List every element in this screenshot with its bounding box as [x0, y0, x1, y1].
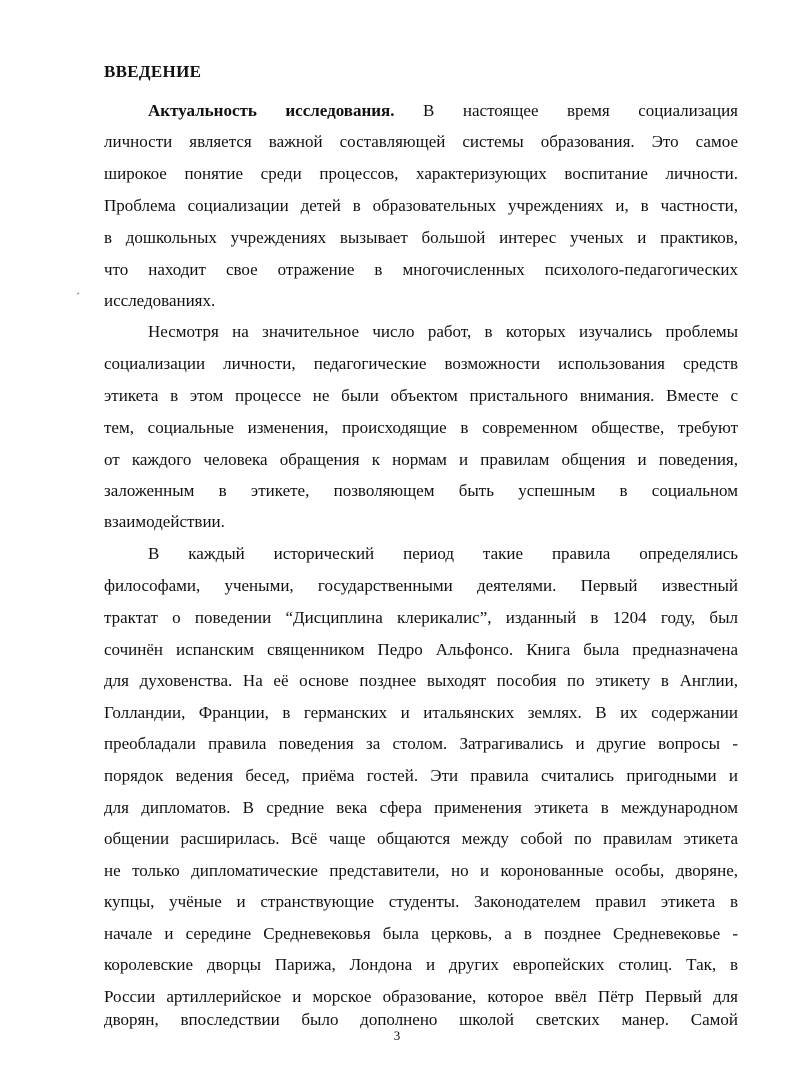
paragraph-1-line-5: в дошкольных учреждениях вызывает большой интерес ученых и практиков,: [104, 228, 738, 247]
margin-mark: ˊ: [76, 290, 80, 304]
paragraph-1-line-1: Актуальность исследования. В настоящее время социализация: [148, 101, 738, 120]
paragraph-2-line-3: этикета в этом процессе не были объектом пристального внимания. Вместе с: [104, 386, 738, 405]
paragraph-3-line-1: В каждый исторический период такие правила определялись: [148, 544, 738, 563]
paragraph-3-line-14: королевские дворцы Парижа, Лондона и других европейских столиц. Так, в: [104, 955, 738, 974]
paragraph-3-line-12: купцы, учёные и странствующие студенты. Законодателем правил этикета в: [104, 892, 738, 911]
paragraph-3-line-3: трактат о поведении “Дисциплина клерикалис”, изданный в 1204 году, был: [104, 608, 738, 627]
paragraph-3-line-8: порядок ведения бесед, приёма гостей. Эти правила считались пригодными и: [104, 766, 738, 785]
paragraph-2-line-7: взаимодействии.: [104, 512, 225, 531]
paragraph-2-line-1: Несмотря на значительное число работ, в которых изучались проблемы: [148, 322, 738, 341]
section-heading: ВВЕДЕНИЕ: [104, 62, 202, 81]
paragraph-3-line-7: преобладали правила поведения за столом. Затрагивались и другие вопросы -: [104, 734, 738, 753]
paragraph-3-line-6: Голландии, Франции, в германских и итальянских землях. В их содержании: [104, 703, 738, 722]
paragraph-3-line-9: для дипломатов. В средние века сфера применения этикета в международном: [104, 798, 738, 817]
paragraph-2-line-5: от каждого человека обращения к нормам и правилам общения и поведения,: [104, 450, 738, 469]
paragraph-3-line-15: России артиллерийское и морское образование, которое ввёл Пётр Первый для: [104, 987, 738, 1006]
paragraph-1-line-7: исследованиях.: [104, 291, 216, 310]
paragraph-1-line-2: личности является важной составляющей системы образования. Это самое: [104, 132, 738, 151]
paragraph-3-line-16: дворян, впоследствии было дополнено школой светских манер. Самой: [104, 1010, 738, 1029]
lead-bold-text: Актуальность исследования.: [148, 101, 395, 120]
paragraph-3-line-4: сочинён испанским священником Педро Альфонсо. Книга была предназначена: [104, 640, 738, 659]
page-number: 3: [393, 1028, 401, 1043]
paragraph-2-line-4: тем, социальные изменения, происходящие в современном обществе, требуют: [104, 418, 738, 437]
paragraph-3-line-11: не только дипломатические представители, но и коронованные особы, дворяне,: [104, 861, 738, 880]
paragraph-1-line-6: что находит свое отражение в многочисленных психолого-педагогических: [104, 260, 738, 279]
paragraph-3-line-2: философами, учеными, государственными деятелями. Первый известный: [104, 576, 738, 595]
paragraph-3-line-5: для духовенства. На её основе позднее выходят пособия по этикету в Англии,: [104, 671, 738, 690]
paragraph-1-line-3: широкое понятие среди процессов, характеризующих воспитание личности.: [104, 164, 738, 183]
paragraph-3-line-10: общении расширилась. Всё чаще общаются между собой по правилам этикета: [104, 829, 738, 848]
paragraph-2-line-6: заложенным в этикете, позволяющем быть успешным в социальном: [104, 481, 738, 500]
paragraph-3-line-13: начале и середине Средневековья была церковь, а в позднее Средневековье -: [104, 924, 738, 943]
paragraph-2-line-2: социализации личности, педагогические возможности использования средств: [104, 354, 738, 373]
paragraph-1-line-4: Проблема социализации детей в образовательных учреждениях и, в частности,: [104, 196, 738, 215]
